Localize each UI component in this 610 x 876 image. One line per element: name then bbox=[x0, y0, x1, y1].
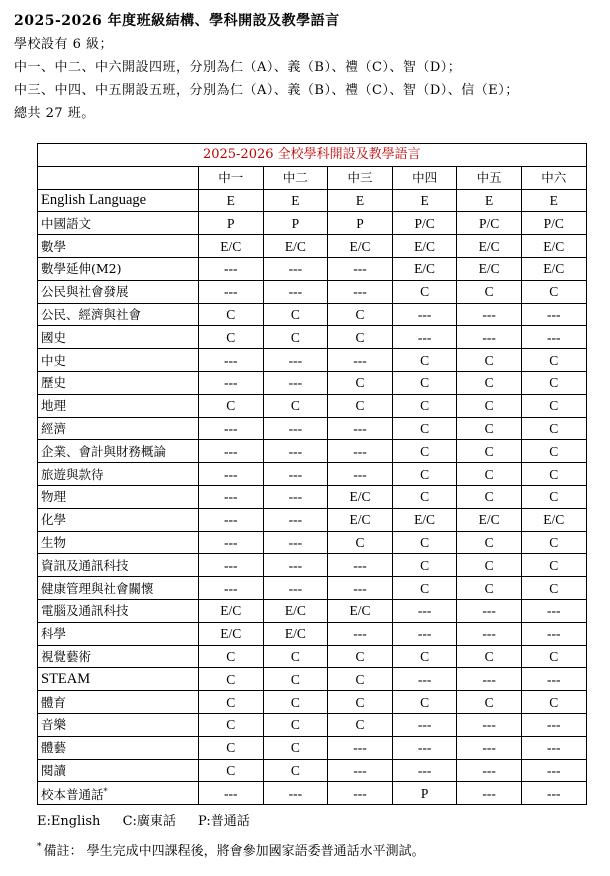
language-cell: --- bbox=[263, 371, 328, 394]
subject-cell bbox=[38, 577, 199, 600]
table-row bbox=[38, 189, 587, 212]
language-cell: E/C bbox=[457, 508, 522, 531]
legend-putonghua: P:普通話 bbox=[198, 814, 250, 829]
subject-label: 電腦及通訊科技 bbox=[41, 603, 129, 619]
language-cell: --- bbox=[328, 440, 393, 463]
footnote-text: 備註： 學生完成中四課程後，將會參加國家語委普通話水平測試。 bbox=[43, 844, 425, 859]
language-cell: C bbox=[199, 394, 264, 417]
language-cell: C bbox=[263, 759, 328, 782]
subject-label: 數學延伸(M2) bbox=[41, 261, 122, 277]
table-row bbox=[38, 782, 587, 805]
table-row bbox=[38, 235, 587, 258]
language-cell: --- bbox=[392, 599, 457, 622]
language-cell: --- bbox=[263, 463, 328, 486]
language-cell: --- bbox=[392, 668, 457, 691]
language-cell: E/C bbox=[263, 235, 328, 258]
form-header-cell: 中二 bbox=[263, 166, 328, 189]
language-cell: C bbox=[457, 485, 522, 508]
language-cell: C bbox=[521, 463, 586, 486]
table-row bbox=[38, 394, 587, 417]
table-row bbox=[38, 554, 587, 577]
language-cell: C bbox=[457, 394, 522, 417]
language-cell: E/C bbox=[521, 257, 586, 280]
table-row bbox=[38, 645, 587, 668]
subject-label: 閱讀 bbox=[41, 762, 67, 778]
language-cell: C bbox=[521, 485, 586, 508]
language-cell: --- bbox=[457, 668, 522, 691]
subject-cell bbox=[38, 326, 199, 349]
language-cell: --- bbox=[457, 599, 522, 622]
subject-cell bbox=[38, 691, 199, 714]
table-row bbox=[38, 212, 587, 235]
subject-cell bbox=[38, 303, 199, 326]
language-cell: C bbox=[328, 326, 393, 349]
intro-line-levels: 學校設有 6 級； bbox=[14, 37, 114, 52]
language-cell: C bbox=[457, 371, 522, 394]
intro-line-total: 總共 27 班。 bbox=[14, 106, 95, 121]
subject-label: 音樂 bbox=[41, 717, 67, 733]
subject-cell bbox=[38, 463, 199, 486]
language-cell: --- bbox=[263, 349, 328, 372]
language-cell: C bbox=[263, 668, 328, 691]
language-cell: --- bbox=[521, 622, 586, 645]
language-cell: --- bbox=[328, 463, 393, 486]
subject-header-cell bbox=[38, 166, 199, 189]
subject-language-table bbox=[37, 143, 587, 805]
subject-label: 資訊及通訊科技 bbox=[41, 557, 129, 573]
footnote bbox=[37, 840, 425, 859]
language-cell: P bbox=[328, 212, 393, 235]
language-cell: C bbox=[521, 371, 586, 394]
language-cell: C bbox=[457, 349, 522, 372]
language-cell: --- bbox=[263, 531, 328, 554]
language-cell: C bbox=[263, 736, 328, 759]
language-cell: C bbox=[457, 577, 522, 600]
language-cell: C bbox=[392, 349, 457, 372]
language-cell: E/C bbox=[328, 599, 393, 622]
language-cell: P bbox=[263, 212, 328, 235]
language-cell: C bbox=[199, 736, 264, 759]
table-row bbox=[38, 668, 587, 691]
table-row bbox=[38, 303, 587, 326]
language-cell: C bbox=[392, 394, 457, 417]
language-cell: E/C bbox=[521, 235, 586, 258]
table-header-row bbox=[38, 166, 587, 189]
subject-label: 體藝 bbox=[41, 740, 67, 756]
language-cell: --- bbox=[263, 417, 328, 440]
language-cell: C bbox=[521, 349, 586, 372]
subject-cell bbox=[38, 531, 199, 554]
subject-cell bbox=[38, 189, 199, 212]
table-row bbox=[38, 280, 587, 303]
language-cell: C bbox=[328, 691, 393, 714]
table-row bbox=[38, 713, 587, 736]
table-row bbox=[38, 349, 587, 372]
language-cell: C bbox=[521, 554, 586, 577]
language-cell: C bbox=[392, 531, 457, 554]
language-cell: E bbox=[263, 189, 328, 212]
subject-label: 公民與社會發展 bbox=[41, 284, 129, 300]
language-cell: --- bbox=[199, 508, 264, 531]
subject-cell bbox=[38, 371, 199, 394]
language-cell: --- bbox=[521, 713, 586, 736]
table-row bbox=[38, 599, 587, 622]
table-row bbox=[38, 257, 587, 280]
language-cell: --- bbox=[199, 349, 264, 372]
language-cell: --- bbox=[263, 554, 328, 577]
legend-cantonese: C:廣東話 bbox=[122, 814, 176, 829]
language-cell: --- bbox=[521, 599, 586, 622]
language-cell: C bbox=[263, 394, 328, 417]
subject-cell bbox=[38, 485, 199, 508]
language-cell: P bbox=[199, 212, 264, 235]
language-cell: --- bbox=[457, 622, 522, 645]
language-cell: --- bbox=[263, 280, 328, 303]
table-row bbox=[38, 691, 587, 714]
language-cell: C bbox=[199, 303, 264, 326]
subject-cell bbox=[38, 759, 199, 782]
language-cell: C bbox=[457, 554, 522, 577]
language-cell: --- bbox=[328, 622, 393, 645]
language-cell: --- bbox=[199, 371, 264, 394]
language-cell: --- bbox=[457, 759, 522, 782]
document-title: 2025-2026 年度班級結構、學科開設及教學語言 bbox=[14, 13, 340, 29]
table-row bbox=[38, 326, 587, 349]
language-cell: --- bbox=[199, 554, 264, 577]
language-cell: --- bbox=[457, 736, 522, 759]
table-row bbox=[38, 577, 587, 600]
language-cell: --- bbox=[328, 759, 393, 782]
language-cell: C bbox=[392, 645, 457, 668]
language-cell: --- bbox=[263, 440, 328, 463]
table-row bbox=[38, 622, 587, 645]
language-cell: --- bbox=[457, 303, 522, 326]
language-cell: E/C bbox=[328, 235, 393, 258]
table-row bbox=[38, 531, 587, 554]
language-cell: P/C bbox=[521, 212, 586, 235]
subject-label: 校本普通話 bbox=[41, 787, 104, 803]
subject-label: 中史 bbox=[41, 352, 67, 368]
language-cell: --- bbox=[392, 303, 457, 326]
subject-cell bbox=[38, 417, 199, 440]
subject-label: 化學 bbox=[41, 512, 67, 528]
language-cell: C bbox=[392, 371, 457, 394]
language-cell: C bbox=[521, 577, 586, 600]
language-cell: C bbox=[457, 531, 522, 554]
language-cell: C bbox=[199, 713, 264, 736]
subject-label: 健康管理與社會關懷 bbox=[41, 580, 154, 596]
language-cell: --- bbox=[392, 326, 457, 349]
language-cell: C bbox=[392, 440, 457, 463]
subject-cell bbox=[38, 554, 199, 577]
language-cell: --- bbox=[457, 326, 522, 349]
language-cell: --- bbox=[457, 713, 522, 736]
language-cell: E bbox=[328, 189, 393, 212]
language-legend bbox=[37, 810, 268, 829]
language-cell: C bbox=[328, 668, 393, 691]
language-cell: --- bbox=[521, 736, 586, 759]
subject-label: 生物 bbox=[41, 534, 67, 550]
language-cell: C bbox=[457, 463, 522, 486]
language-cell: P bbox=[392, 782, 457, 805]
language-cell: C bbox=[521, 417, 586, 440]
language-cell: C bbox=[521, 691, 586, 714]
subject-label: 旅遊與款待 bbox=[41, 466, 104, 482]
footnote-mark: * bbox=[103, 787, 108, 797]
language-cell: E/C bbox=[457, 257, 522, 280]
language-cell: --- bbox=[328, 554, 393, 577]
language-cell: C bbox=[457, 417, 522, 440]
language-cell: E/C bbox=[263, 622, 328, 645]
table-row bbox=[38, 371, 587, 394]
language-cell: --- bbox=[521, 303, 586, 326]
subject-label: 國史 bbox=[41, 329, 67, 345]
language-cell: --- bbox=[521, 326, 586, 349]
language-cell: --- bbox=[263, 508, 328, 531]
form-header-cell: 中一 bbox=[199, 166, 264, 189]
language-cell: C bbox=[328, 713, 393, 736]
language-cell: C bbox=[263, 645, 328, 668]
table-caption-row bbox=[38, 144, 587, 167]
language-cell: --- bbox=[328, 280, 393, 303]
subject-cell bbox=[38, 394, 199, 417]
language-cell: --- bbox=[263, 782, 328, 805]
language-cell: E/C bbox=[263, 599, 328, 622]
subject-label: STEAM bbox=[41, 670, 91, 687]
language-cell: --- bbox=[392, 622, 457, 645]
subject-label: 數學 bbox=[41, 238, 67, 254]
language-cell: C bbox=[199, 326, 264, 349]
table-row bbox=[38, 440, 587, 463]
subject-label: 經濟 bbox=[41, 420, 67, 436]
table-row bbox=[38, 463, 587, 486]
language-cell: E/C bbox=[199, 599, 264, 622]
language-cell: C bbox=[457, 280, 522, 303]
language-cell: E bbox=[457, 189, 522, 212]
subject-label: 科學 bbox=[41, 626, 67, 642]
subject-label: 企業、會計與財務概論 bbox=[41, 443, 167, 459]
language-cell: C bbox=[392, 554, 457, 577]
language-cell: --- bbox=[328, 257, 393, 280]
language-cell: E/C bbox=[521, 508, 586, 531]
language-cell: --- bbox=[328, 349, 393, 372]
language-cell: C bbox=[199, 668, 264, 691]
table-caption: 2025-2026 全校學科開設及教學語言 bbox=[38, 144, 587, 167]
form-header-cell: 中四 bbox=[392, 166, 457, 189]
language-cell: --- bbox=[199, 440, 264, 463]
table-row bbox=[38, 759, 587, 782]
subject-cell bbox=[38, 508, 199, 531]
language-cell: --- bbox=[392, 736, 457, 759]
language-cell: C bbox=[392, 280, 457, 303]
language-cell: --- bbox=[328, 577, 393, 600]
language-cell: --- bbox=[199, 257, 264, 280]
subject-label: 公民、經濟與社會 bbox=[41, 306, 142, 322]
language-cell: --- bbox=[199, 485, 264, 508]
language-cell: --- bbox=[392, 759, 457, 782]
language-cell: C bbox=[521, 645, 586, 668]
language-cell: C bbox=[457, 645, 522, 668]
language-cell: --- bbox=[392, 713, 457, 736]
language-cell: E/C bbox=[199, 235, 264, 258]
language-cell: --- bbox=[199, 463, 264, 486]
language-cell: C bbox=[392, 463, 457, 486]
language-cell: --- bbox=[328, 736, 393, 759]
language-cell: C bbox=[392, 417, 457, 440]
language-cell: --- bbox=[263, 257, 328, 280]
subject-label: 物理 bbox=[41, 489, 67, 505]
subject-cell bbox=[38, 349, 199, 372]
language-cell: C bbox=[263, 326, 328, 349]
language-cell: C bbox=[392, 485, 457, 508]
language-cell: C bbox=[521, 280, 586, 303]
language-cell: --- bbox=[199, 782, 264, 805]
language-cell: C bbox=[521, 394, 586, 417]
language-cell: C bbox=[199, 691, 264, 714]
language-cell: --- bbox=[199, 577, 264, 600]
language-cell: --- bbox=[521, 759, 586, 782]
language-cell: C bbox=[328, 645, 393, 668]
subject-label: 歷史 bbox=[41, 375, 67, 391]
language-cell: E/C bbox=[392, 257, 457, 280]
subject-label: 視覺藝術 bbox=[41, 648, 92, 664]
subject-label: 地理 bbox=[41, 398, 67, 414]
table-row bbox=[38, 508, 587, 531]
subject-cell bbox=[38, 713, 199, 736]
language-cell: P/C bbox=[392, 212, 457, 235]
subject-label: 體育 bbox=[41, 694, 67, 710]
form-header-cell: 中六 bbox=[521, 166, 586, 189]
language-cell: --- bbox=[328, 417, 393, 440]
subject-cell bbox=[38, 622, 199, 645]
language-cell: E/C bbox=[392, 235, 457, 258]
table-row bbox=[38, 417, 587, 440]
language-cell: E/C bbox=[328, 508, 393, 531]
language-cell: C bbox=[263, 303, 328, 326]
intro-line-five-class-forms: 中三、中四、中五開設五班，分別為仁（A）、義（B）、禮（C）、智（D）、信（E）； bbox=[14, 83, 519, 98]
language-cell: E bbox=[199, 189, 264, 212]
subject-cell bbox=[38, 257, 199, 280]
intro-section bbox=[14, 10, 604, 125]
language-cell: C bbox=[457, 691, 522, 714]
language-cell: --- bbox=[263, 577, 328, 600]
language-cell: --- bbox=[457, 782, 522, 805]
subject-cell bbox=[38, 599, 199, 622]
footnote-mark: * bbox=[37, 842, 42, 852]
table-body bbox=[38, 189, 587, 805]
language-cell: E/C bbox=[392, 508, 457, 531]
language-cell: E bbox=[521, 189, 586, 212]
language-cell: E/C bbox=[457, 235, 522, 258]
language-cell: E bbox=[392, 189, 457, 212]
subject-cell bbox=[38, 668, 199, 691]
language-cell: --- bbox=[521, 668, 586, 691]
subject-cell bbox=[38, 736, 199, 759]
language-cell: --- bbox=[199, 531, 264, 554]
language-cell: C bbox=[521, 440, 586, 463]
language-cell: E/C bbox=[328, 485, 393, 508]
language-cell: C bbox=[199, 759, 264, 782]
subject-cell bbox=[38, 440, 199, 463]
subject-cell bbox=[38, 782, 199, 805]
language-cell: --- bbox=[199, 280, 264, 303]
subject-cell bbox=[38, 235, 199, 258]
form-header-cell: 中五 bbox=[457, 166, 522, 189]
language-cell: C bbox=[328, 531, 393, 554]
language-cell: --- bbox=[521, 782, 586, 805]
language-cell: C bbox=[521, 531, 586, 554]
subject-label: English Language bbox=[41, 191, 147, 208]
language-cell: C bbox=[263, 713, 328, 736]
language-cell: C bbox=[328, 394, 393, 417]
language-cell: C bbox=[328, 303, 393, 326]
subject-cell bbox=[38, 645, 199, 668]
language-cell: --- bbox=[199, 417, 264, 440]
subject-label: 中國語文 bbox=[41, 215, 92, 231]
language-cell: C bbox=[263, 691, 328, 714]
table-row bbox=[38, 485, 587, 508]
language-cell: P/C bbox=[457, 212, 522, 235]
language-cell: C bbox=[457, 440, 522, 463]
language-cell: C bbox=[199, 645, 264, 668]
subject-cell bbox=[38, 212, 199, 235]
language-cell: C bbox=[392, 577, 457, 600]
subject-cell bbox=[38, 280, 199, 303]
language-cell: C bbox=[392, 691, 457, 714]
language-cell: C bbox=[328, 371, 393, 394]
table-row bbox=[38, 736, 587, 759]
legend-english: E:English bbox=[37, 814, 101, 829]
form-header-cell: 中三 bbox=[328, 166, 393, 189]
language-cell: --- bbox=[263, 485, 328, 508]
language-cell: E/C bbox=[199, 622, 264, 645]
intro-line-four-class-forms: 中一、中二、中六開設四班，分別為仁（A）、義（B）、禮（C）、智（D）； bbox=[14, 60, 462, 75]
language-cell: --- bbox=[328, 782, 393, 805]
